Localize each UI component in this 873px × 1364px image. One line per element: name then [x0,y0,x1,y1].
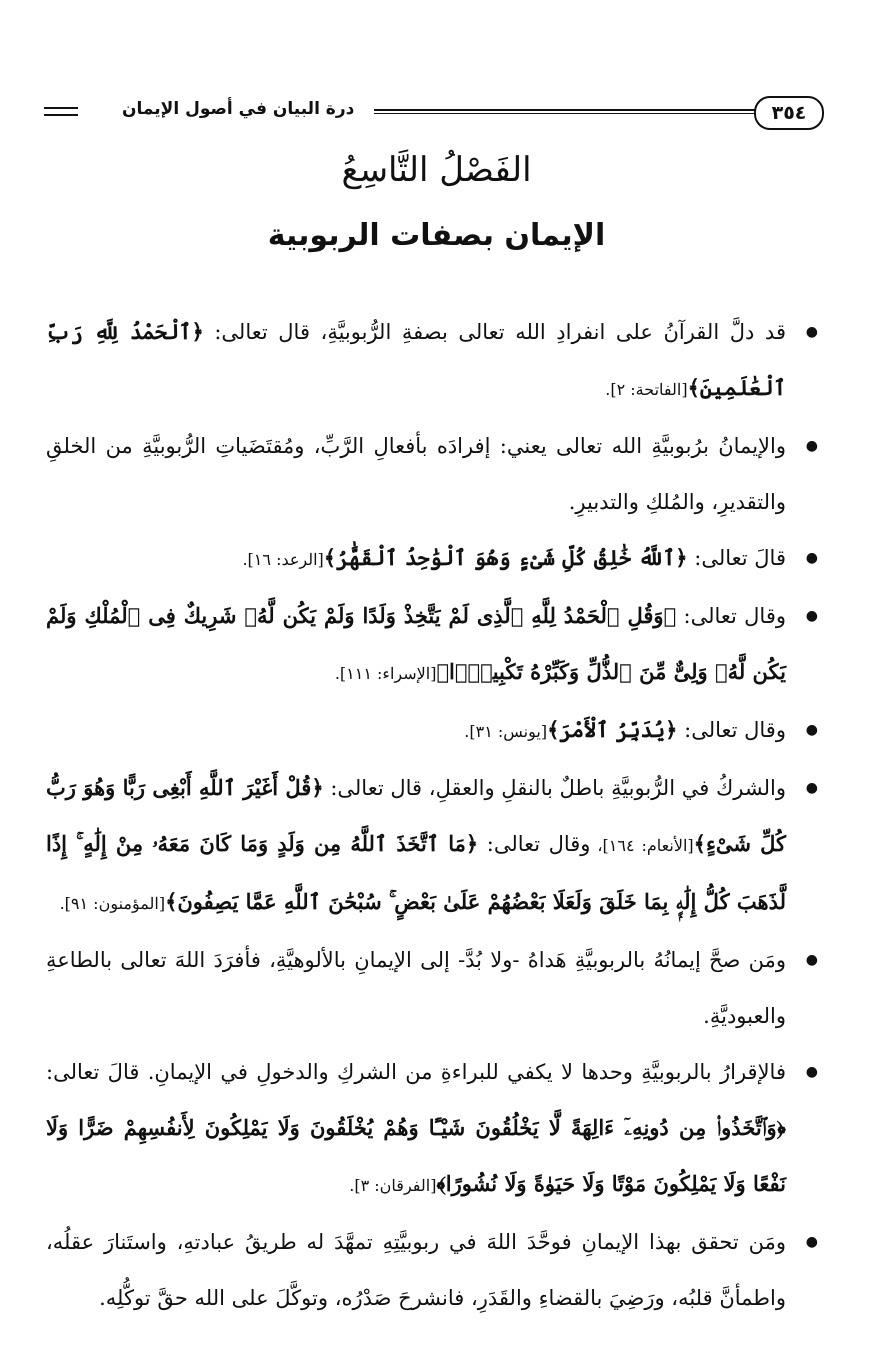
quran-quote: ﴿يُدَبِّرُ ٱلْأَمْرَ﴾ [547,717,678,742]
verse-reference: [الإسراء: ١١١]. [334,664,437,683]
paragraph-text: وقال تعالى: [478,832,591,856]
paragraph-text: والشركُ في الرُّبوبيَّةِ باطلٌ بالنقلِ والعقلِ، قال تعالى: [323,776,786,800]
quran-quote: ﴿مَا ٱتَّخَذَ ٱللَّهُ مِن وَلَدٍ وَمَا كَانَ مَعَهُۥ مِنْ إِلَٰهٍ ۚ إِذًا لَّذَهَبَ كُلُّ إِلَٰهٍۭ بِمَا خَلَقَ وَلَعَلَا بَعْضُهُمْ عَلَىٰ بَعْضٍ ۚ سُبْحَٰنَ ٱللَّهِ عَمَّا يَصِفُونَ﴾ [46,831,786,914]
paragraph-text: قالَ تعالى: [687,546,786,570]
paragraph-item [46,1214,826,1326]
header-double-rule [44,107,78,116]
book-title: درة البيان في أصول الإيمان [122,99,355,119]
paragraph-item [46,702,826,760]
paragraph-item [46,1044,826,1214]
paragraph-item [46,588,826,702]
paragraph-text: قد دلَّ القرآنُ على انفرادِ الله تعالى بصفةِ الرُّبوبيَّةِ، قال تعالى: [203,320,786,344]
paragraph-item [46,418,826,530]
paragraph-list [46,304,826,1326]
paragraph-text: وقال تعالى: [676,604,786,628]
verse-reference: [الأنعام: ١٦٤]، [590,836,694,855]
paragraph-text: فالإقرارُ بالربوبيَّةِ وحدها لا يكفي للبراءةِ من الشركِ والدخولِ في الإيمانِ. قالَ تعالى: [46,1060,786,1084]
quran-quote: ﴿قُلْ أَغَيْرَ ٱللَّهِ أَبْغِى رَبًّا وَهُوَ رَبُّ كُلِّ شَىْءٍ﴾ [46,775,787,856]
quran-quote: ﴿وَٱتَّخَذُوا۟ مِن دُونِهِۦٓ ءَالِهَةً لَّا يَخْلُقُونَ شَيْـًٔا وَهُمْ يُخْلَقُونَ وَلَا يَمْلِكُونَ لِأَنفُسِهِمْ ضَرًّا وَلَا نَفْعًا وَلَا يَمْلِكُونَ مَوْتًا وَلَا حَيَوٰةً وَلَا نُشُورًا﴾ [46,1115,786,1196]
paragraph-text: ومَن صحَّ إيمانُهُ بالربوبيَّةِ هَداهُ -ولا بُدَّ- إلى الإيمانِ بالألوهيَّةِ، فأفرَدَ اللهَ تعالى بالطاعةِ والعبوديَّةِ. [46,948,786,1028]
paragraph-item [46,932,826,1044]
paragraph-item [46,304,826,418]
chapter-title: الإيمان بصفات الربوبية [267,218,606,253]
verse-reference: [الفاتحة: ٢]. [605,380,688,399]
quran-quote: ﴿ٱلْحَمْدُ لِلَّهِ رَبِّ ٱلْعَٰلَمِينَ﴾ [46,319,786,400]
page-number: ٣٥٤ [754,96,824,130]
verse-reference: [الفرقان: ٣]. [349,1176,437,1195]
verse-reference: [المؤمنون: ٩١]. [59,894,166,913]
paragraph-text: والإيمانُ برُبوبيَّةِ الله تعالى يعني: إفرادَه بأفعالِ الرَّبِّ، ومُقتَضَياتِ الرُّبوبيَّةِ من الخلقِ والتقديرِ، والمُلكِ والتدبيرِ. [46,434,786,514]
verse-reference: [الرعد: ١٦]. [242,550,324,569]
running-header [44,96,824,130]
paragraph-item [46,760,826,932]
paragraph-text: ومَن تحقق بهذا الإيمانِ فوحَّدَ اللهَ في ربوبيَّتِهِ تمهَّدَ له طريقُ عبادتهِ، واستَنارَ عقلُه، واطمأنَّ قلبُه، ورَضِيَ بالقضاءِ والقَدَرِ، فانشرحَ صَدْرُه، وتوكَّلَ على الله حقَّ توكُّلِه. [46,1230,786,1310]
quran-quote: ﴿وَقُلِ ٱلْحَمْدُ لِلَّهِ ٱلَّذِى لَمْ يَتَّخِذْ وَلَدًا وَلَمْ يَكُن لَّهُۥ شَرِيكٌ فِى ٱلْمُلْكِ وَلَمْ يَكُن لَّهُۥ وَلِىٌّ مِّنَ ٱلذُّلِّ وَكَبِّرْهُ تَكْبِيرًۢا﴾ [46,603,786,684]
paragraph-item [46,530,826,588]
quran-quote: ﴿ٱللَّهُ خَٰلِقُ كُلِّ شَىْءٍ وَهُوَ ٱلْوَٰحِدُ ٱلْقَهَّٰرُ﴾ [323,545,688,570]
verse-reference: [يونس: ٣١]. [464,722,548,741]
header-rule [374,109,756,111]
paragraph-text: وقال تعالى: [677,718,786,742]
chapter-label: الفَصْلُ التَّاسِعُ [341,150,532,190]
